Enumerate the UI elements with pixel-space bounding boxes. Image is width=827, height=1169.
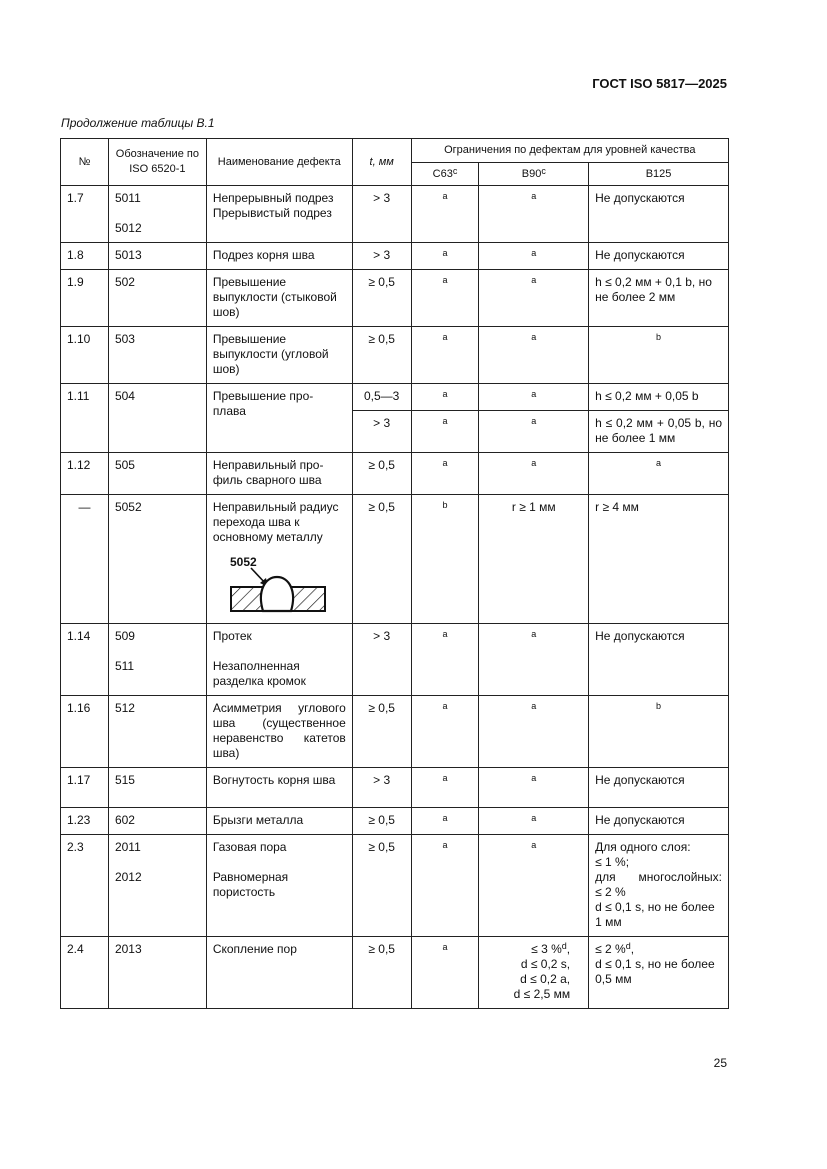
cell-no: 1.9 <box>61 270 109 327</box>
cell-t: ≥ 0,5 <box>352 453 411 495</box>
cell-b90: a <box>479 453 589 495</box>
cell-t: > 3 <box>352 186 411 243</box>
header-name: Наименование дефекта <box>206 139 352 186</box>
cell-name: Непрерывный подрез Прерывистый подрез <box>206 186 352 243</box>
cell-b125: h ≤ 0,2 мм + 0,05 b, но не более 1 мм <box>589 411 729 453</box>
text-line: d ≤ 2,5 мм <box>513 987 571 1001</box>
cell-c63: a <box>411 453 479 495</box>
cell-iso: 5052 <box>108 495 206 624</box>
cell-c63: a <box>411 937 479 1009</box>
table-row <box>61 495 729 624</box>
cell-b90: a <box>479 696 589 768</box>
cell-b90: a <box>479 835 589 937</box>
cell-c63: a <box>411 243 479 270</box>
cell-b125: h ≤ 0,2 мм + 0,1 b, но не более 2 мм <box>589 270 729 327</box>
table-row <box>61 186 729 243</box>
header-quality-group: Ограничения по дефектам для уровней качества <box>411 139 728 163</box>
figure-label: 5052 <box>229 555 257 569</box>
cell-b125 <box>589 835 729 937</box>
cell-name: Скопление пор <box>206 937 352 1009</box>
cell-name: Превышение выпуклости (стыковой шов) <box>206 270 352 327</box>
cell-iso: 515 <box>108 768 206 808</box>
cell-b125: r ≥ 4 мм <box>589 495 729 624</box>
cell-iso: 5013 <box>108 243 206 270</box>
text-line: d ≤ 0,1 s, но не более 1 мм <box>595 900 715 929</box>
cell-c63: a <box>411 186 479 243</box>
table-row <box>61 808 729 835</box>
cell-b90 <box>479 937 589 1009</box>
text-line: ≤ 1 %; <box>595 855 630 869</box>
cell-iso: 503 <box>108 327 206 384</box>
defects-table <box>60 138 729 1009</box>
cell-t: ≥ 0,5 <box>352 696 411 768</box>
cell-iso: 5011 5012 <box>108 186 206 243</box>
cell-b125: a <box>589 453 729 495</box>
table-row <box>61 327 729 384</box>
cell-iso: 509 511 <box>108 624 206 696</box>
header-b125: B125 <box>589 163 729 186</box>
cell-c63: a <box>411 808 479 835</box>
cell-t: ≥ 0,5 <box>352 270 411 327</box>
cell-iso: 504 <box>108 384 206 453</box>
cell-iso: 502 <box>108 270 206 327</box>
cell-b125 <box>589 937 729 1009</box>
cell-no: 1.16 <box>61 696 109 768</box>
table-row <box>61 696 729 768</box>
cell-name: Превышение про-плава <box>206 384 352 453</box>
cell-t: > 3 <box>352 624 411 696</box>
header-c63: C63$^c$ <box>411 163 479 186</box>
cell-b90: a <box>479 808 589 835</box>
cell-no: 1.12 <box>61 453 109 495</box>
cell-name: Брызги металла <box>206 808 352 835</box>
cell-b125: Не допускаются <box>589 186 729 243</box>
table-row <box>61 384 729 411</box>
cell-name: Вогнутость корня шва <box>206 768 352 808</box>
table-row <box>61 243 729 270</box>
cell-c63: a <box>411 270 479 327</box>
table-row <box>61 453 729 495</box>
table-row <box>61 937 729 1009</box>
cell-name: Превышение выпуклости (угловой шов) <box>206 327 352 384</box>
cell-iso: 602 <box>108 808 206 835</box>
cell-t: 0,5—3 <box>352 384 411 411</box>
text-line: ≤ 2 %$^d$, <box>595 941 635 956</box>
header-t: t, мм <box>352 139 411 186</box>
table-caption: Продолжение таблицы B.1 <box>61 116 215 130</box>
cell-no: 2.3 <box>61 835 109 937</box>
header-b90: B90$^c$ <box>479 163 589 186</box>
cell-no: 1.14 <box>61 624 109 696</box>
cell-c63: a <box>411 411 479 453</box>
table-row <box>61 624 729 696</box>
cell-no: 1.8 <box>61 243 109 270</box>
text-line: d ≤ 0,2 a, <box>520 972 571 986</box>
text-line: для многослойных: <box>595 870 722 884</box>
header-iso: Обозначение по ISO 6520-1 <box>108 139 206 186</box>
cell-no: 1.17 <box>61 768 109 808</box>
cell-c63: a <box>411 384 479 411</box>
cell-t: ≥ 0,5 <box>352 327 411 384</box>
cell-t: ≥ 0,5 <box>352 835 411 937</box>
cell-c63: a <box>411 327 479 384</box>
cell-iso: 2013 <box>108 937 206 1009</box>
cell-no: 1.23 <box>61 808 109 835</box>
cell-t: > 3 <box>352 243 411 270</box>
weld-radius-figure <box>213 551 335 617</box>
page-number: 25 <box>713 1056 727 1070</box>
cell-no: 1.7 <box>61 186 109 243</box>
cell-c63: a <box>411 768 479 808</box>
cell-b125: h ≤ 0,2 мм + 0,05 b <box>589 384 729 411</box>
cell-b90: a <box>479 243 589 270</box>
cell-no: — <box>61 495 109 624</box>
cell-iso: 512 <box>108 696 206 768</box>
table-row <box>61 270 729 327</box>
text-line: ≤ 3 %$^d$, <box>531 941 571 956</box>
defect-name: Неправильный радиус перехода шва к основному металлу <box>212 500 339 544</box>
cell-no: 1.10 <box>61 327 109 384</box>
text-line: d ≤ 0,2 s, <box>520 957 571 971</box>
cell-b125: Не допускаются <box>589 624 729 696</box>
cell-b90: a <box>479 768 589 808</box>
cell-b125: Не допускаются <box>589 768 729 808</box>
weld-bead <box>261 577 293 611</box>
cell-c63: a <box>411 835 479 937</box>
cell-b90: a <box>479 327 589 384</box>
cell-b90: a <box>479 186 589 243</box>
standard-designation: ГОСТ ISO 5817—2025 <box>592 76 727 91</box>
cell-name: Асимметрия углового шва (существенное неравенство катетов шва) <box>206 696 352 768</box>
cell-t: > 3 <box>352 768 411 808</box>
cell-t: ≥ 0,5 <box>352 495 411 624</box>
cell-b125: b <box>589 327 729 384</box>
cell-b90: r ≥ 1 мм <box>479 495 589 624</box>
cell-iso: 2011 2012 <box>108 835 206 937</box>
cell-b125: b <box>589 696 729 768</box>
cell-name: Подрез корня шва <box>206 243 352 270</box>
table-row <box>61 835 729 937</box>
cell-no: 2.4 <box>61 937 109 1009</box>
text-line: ≤ 2 % <box>595 885 626 899</box>
cell-b90: a <box>479 270 589 327</box>
header-no: № <box>61 139 109 186</box>
cell-t: > 3 <box>352 411 411 453</box>
cell-b125: Не допускаются <box>589 808 729 835</box>
cell-c63: b <box>411 495 479 624</box>
cell-b90: a <box>479 384 589 411</box>
cell-name: Протек Незаполненная разделка кромок <box>206 624 352 696</box>
cell-name: Неправильный про-филь сварного шва <box>206 453 352 495</box>
cell-t: ≥ 0,5 <box>352 808 411 835</box>
cell-b90: a <box>479 624 589 696</box>
cell-b90: a <box>479 411 589 453</box>
cell-t: ≥ 0,5 <box>352 937 411 1009</box>
cell-iso: 505 <box>108 453 206 495</box>
cell-c63: a <box>411 696 479 768</box>
table-row <box>61 768 729 808</box>
cell-name: Газовая пора Равномерная пористость <box>206 835 352 937</box>
cell-b125: Не допускаются <box>589 243 729 270</box>
cell-no: 1.11 <box>61 384 109 453</box>
text-line: Для одного слоя: <box>595 840 691 854</box>
cell-c63: a <box>411 624 479 696</box>
cell-name <box>206 495 352 624</box>
text-line: d ≤ 0,1 s, но не более 0,5 мм <box>595 957 715 986</box>
